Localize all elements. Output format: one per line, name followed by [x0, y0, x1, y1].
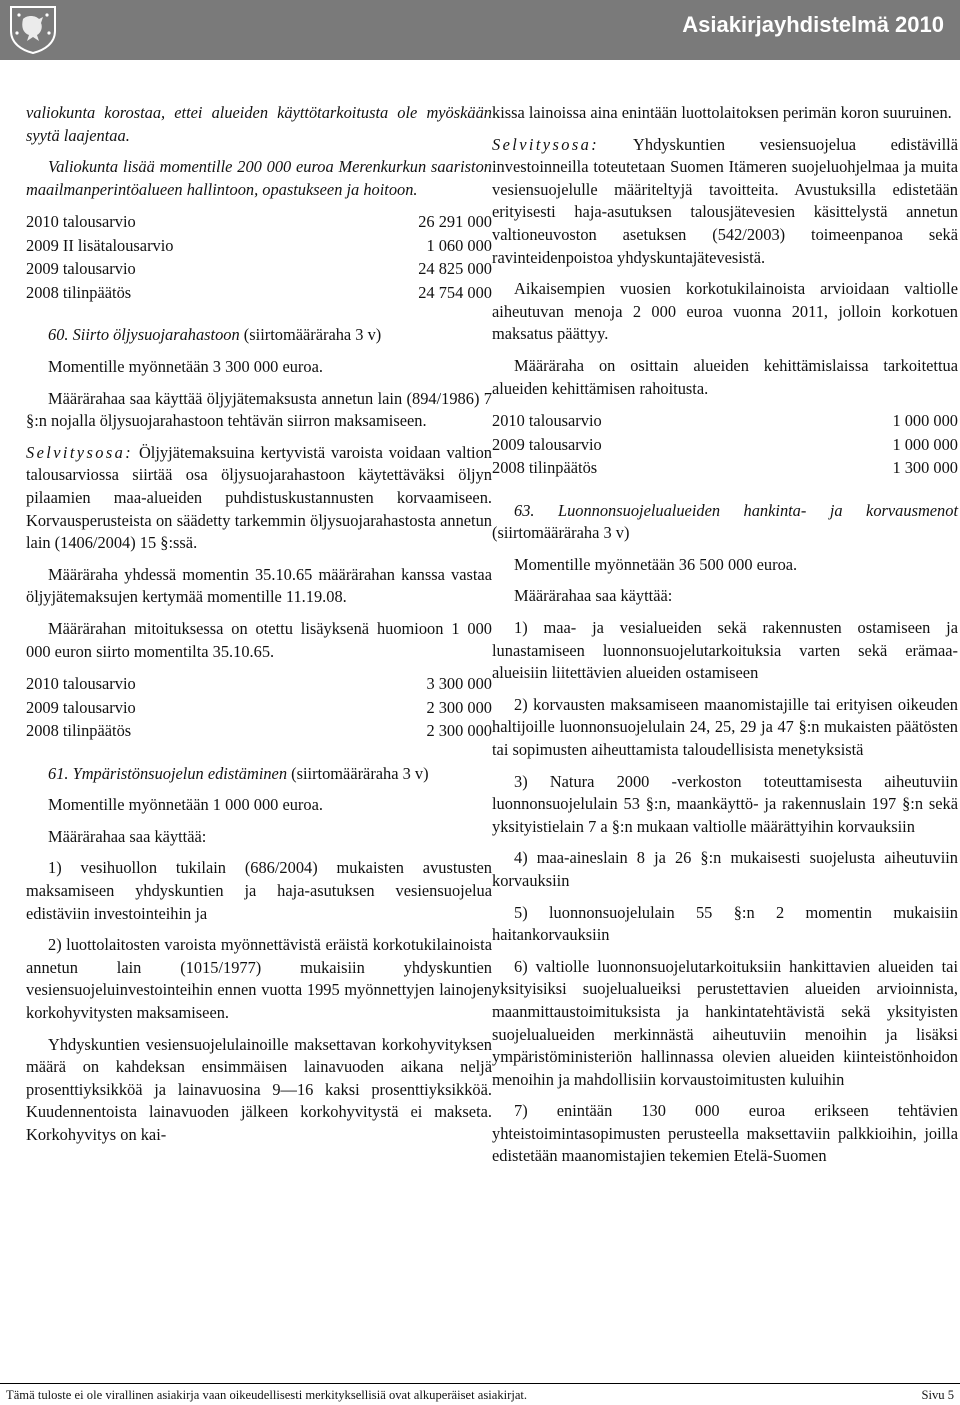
list-item: 1) vesihuollon tukilain (686/2004) mukaisten avustusten maksamiseen yhdyskuntien ja haja-asutuksen vesiensuojelua edistäviin investointeihin ja [26, 858, 492, 923]
left-column [26, 102, 492, 1156]
explanation-label: Selvitysosa: [492, 134, 600, 154]
table-row [26, 257, 492, 281]
moment-heading [492, 500, 958, 545]
table-row [26, 672, 492, 696]
table-value: 1 300 000 [892, 458, 958, 478]
paragraph: Yhdyskuntien vesiensuojelulainoille maksettavan korkohyvityksen määrä on kahdeksan ensimmäisen lainavuoden aikana neljä prosenttiyksikköä ja lainavuosina 9—16 kaksi prosenttiyksikköä. Kuudennentoista lainavuoden jälkeen korkohyvitystä ei makseta. Korkohyvitys on kai- [26, 1034, 492, 1144]
table-row [26, 234, 492, 258]
table-row [26, 281, 492, 305]
table-label: 2008 tilinpäätös [492, 458, 598, 478]
table-value: 26 291 000 [418, 212, 492, 232]
table-label: 2010 talousarvio [26, 212, 136, 232]
moment-title: 61. Ympäristönsuojelun edistäminen [48, 763, 288, 783]
paragraph: Määrärahaa saa käyttää öljyjätemaksusta annetun lain (894/1986) 7 §:n nojalla öljysuojarahastoon tehtävän siirron maksamiseen. [26, 388, 492, 431]
right-column [492, 102, 958, 1177]
table-label: 2010 talousarvio [492, 411, 602, 431]
list-item: 4) maa-aineslain 8 ja 26 §:n mukaisesti suojelusta aiheutuviin korvauksiin [492, 848, 958, 890]
paragraph: valiokunta korostaa, ettei alueiden käyttötarkoitusta ole myöskään syytä laajentaa. [26, 103, 492, 145]
paragraph: Valiokunta lisää momentille 200 000 euroa Merenkurkun saariston maailmanperintöalueen hallintoon, opastukseen ja hoitoon. [26, 157, 492, 199]
appropriation-table [492, 409, 958, 480]
explanation-text: Yhdyskuntien vesiensuojelua edistävillä investoinneilla toteutetaan Suomen Itämeren suojeluohjelmaa ja muita vesiensuojelulle määriteltyjä tavoitteita. Avustuksilla edistetään erityisesti haja-asutuksen talousjätevesien käsittelystä annetun valtioneuvoston asetuksen (542/2003) toimeenpanoa sekä ravinteidenpoistoa yhdyskuntajätevesistä. [492, 134, 958, 267]
moment-type: (siirtomääräraha 3 v) [492, 523, 630, 543]
paragraph: Aikaisempien vuosien korkotukilainoista arvioidaan valtiolle aiheutuvan menoja 2 000 euroa vuonna 2011, jolloin korkotuen maksatus päättyy. [492, 279, 958, 344]
list-item: 1) maa- ja vesialueiden sekä rakennusten ostamiseen ja lunastamiseen luonnonsuojelutarkoituksia varten sekä erämaa-alueisiin liitettävien alueiden ostamiseen [492, 618, 958, 683]
table-value: 3 300 000 [426, 674, 492, 694]
table-value: 24 825 000 [418, 259, 492, 279]
footer-disclaimer: Tämä tuloste ei ole virallinen asiakirja vaan oikeudellisesti merkityksellisiä ovat alkuperäiset asiakirjat. [6, 1388, 528, 1402]
explanation-paragraph [492, 134, 958, 270]
moment-heading [26, 324, 492, 347]
paragraph: Määrärahan mitoituksessa on otettu lisäyksenä huomioon 1 000 000 euron siirto momentilta 35.10.65. [26, 618, 492, 661]
coat-of-arms-icon [5, 3, 61, 55]
table-value: 1 060 000 [426, 235, 492, 255]
table-label: 2009 talousarvio [26, 697, 136, 717]
list-item: 7) enintään 130 000 euroa erikseen tehtävien yhteistoimintasopimusten perusteella maksettaviin palkkioihin, joilla edistetään maanomistajien tekemien Etelä-Suomen [492, 1101, 958, 1166]
footer-divider [0, 1383, 960, 1384]
paragraph: Määräraha yhdessä momentin 35.10.65 määrärahan kanssa vastaa öljyjätemaksujen kertymää momentille 11.19.08. [26, 564, 492, 607]
list-item: 3) Natura 2000 -verkoston toteuttamisesta aiheutuviin luonnonsuojelulain 53 §:n, maankäyttö- ja rakennuslain 197 §:n sekä yksityistielain 7 a §:n mukaan valtiolle määrättyihin korvauksiin [492, 771, 958, 836]
table-row [492, 409, 958, 433]
table-label: 2010 talousarvio [26, 674, 136, 694]
table-value: 2 300 000 [426, 721, 492, 741]
table-row [492, 433, 958, 457]
table-label: 2008 tilinpäätös [26, 282, 132, 302]
paragraph: Momentille myönnetään 36 500 000 euroa. [514, 554, 798, 574]
table-value: 1 000 000 [892, 411, 958, 431]
paragraph: Määrärahaa saa käyttää: [514, 586, 673, 606]
moment-type: (siirtomääräraha 3 v) [287, 763, 429, 783]
table-row [26, 696, 492, 720]
paragraph: kissa lainoissa aina enintään luottolaitoksen perimän koron suuruinen. [492, 103, 952, 122]
explanation-text: Öljyjätemaksuina kertyvistä varoista voidaan valtion talousarviossa siirtää osa öljysuojarahastoon käytettäväksi öljyn pilaamien maa-alueiden puhdistuskustannusten korvaamiseen. Korvausperusteista on säädetty tarkemmin öljysuojarahastosta annetun lain (1406/2004) 15 §:ssä. [26, 442, 492, 553]
explanation-paragraph [26, 442, 492, 555]
table-label: 2009 II lisätalousarvio [26, 235, 174, 255]
table-label: 2009 talousarvio [26, 259, 136, 279]
table-row [492, 456, 958, 480]
moment-title: 63. Luonnonsuojelualueiden hankinta- ja korvausmenot [514, 500, 958, 520]
list-item: 5) luonnonsuojelulain 55 §:n 2 momentin mukaisiin haitankorvauksiin [492, 902, 958, 945]
moment-type: (siirtomääräraha 3 v) [239, 325, 382, 345]
paragraph: Määrärahaa saa käyttää: [48, 826, 207, 846]
list-item: 6) valtiolle luonnonsuojelutarkoituksiin hankittavien alueiden tai yksityisiksi suojelualueiksi perustettavien alueiden arvioinnista, maanmittaustoimituksista ja hankintatehtävistä sekä yksityisten suojelualueiden merkinnästä aiheutuviin menoihin ja lisäksi ympäristöministeriön hallinnassa olevien alueiden kiinteistönhoidon menoihin ja mahdollisiin korvaustoimitusten kuluihin [492, 956, 958, 1089]
table-label: 2009 talousarvio [492, 434, 602, 454]
list-item: 2) korvausten maksamiseen maanomistajille tai erityisen oikeuden haltijoille luonnonsuojelulain 24, 25, 29 ja 47 §:n mukaisten päätösten tai sopimusten aiheuttamista taloudellisista menetyksistä [492, 694, 958, 759]
table-row [26, 210, 492, 234]
table-value: 24 754 000 [418, 282, 492, 302]
paragraph: Momentille myönnetään 1 000 000 euroa. [48, 795, 323, 815]
table-value: 1 000 000 [892, 434, 958, 454]
page-header [0, 0, 960, 60]
paragraph: Määräraha on osittain alueiden kehittämislaissa tarkoitettua alueiden kehittämisen rahoitusta. [492, 355, 958, 398]
page-number: Sivu 5 [921, 1388, 954, 1402]
moment-heading [26, 763, 492, 786]
paragraph: Momentille myönnetään 3 300 000 euroa. [48, 356, 323, 376]
page-title: Asiakirjayhdistelmä 2010 [682, 12, 944, 37]
moment-title: 60. Siirto öljysuojarahastoon [48, 325, 240, 345]
table-label: 2008 tilinpäätös [26, 721, 132, 741]
table-value: 2 300 000 [426, 697, 492, 717]
appropriation-table [26, 210, 492, 304]
appropriation-table [26, 672, 492, 743]
table-row [26, 719, 492, 743]
explanation-label: Selvitysosa: [26, 442, 134, 462]
list-item: 2) luottolaitosten varoista myönnettävistä eräistä korkotukilainoista annetun lain (1015/1977) mukaisiin yhdyskuntien vesiensuojeluinvestointeihin ennen vuotta 1995 myönnettyjen lainojen korkohyvitysten maksamiseen. [26, 935, 492, 1022]
